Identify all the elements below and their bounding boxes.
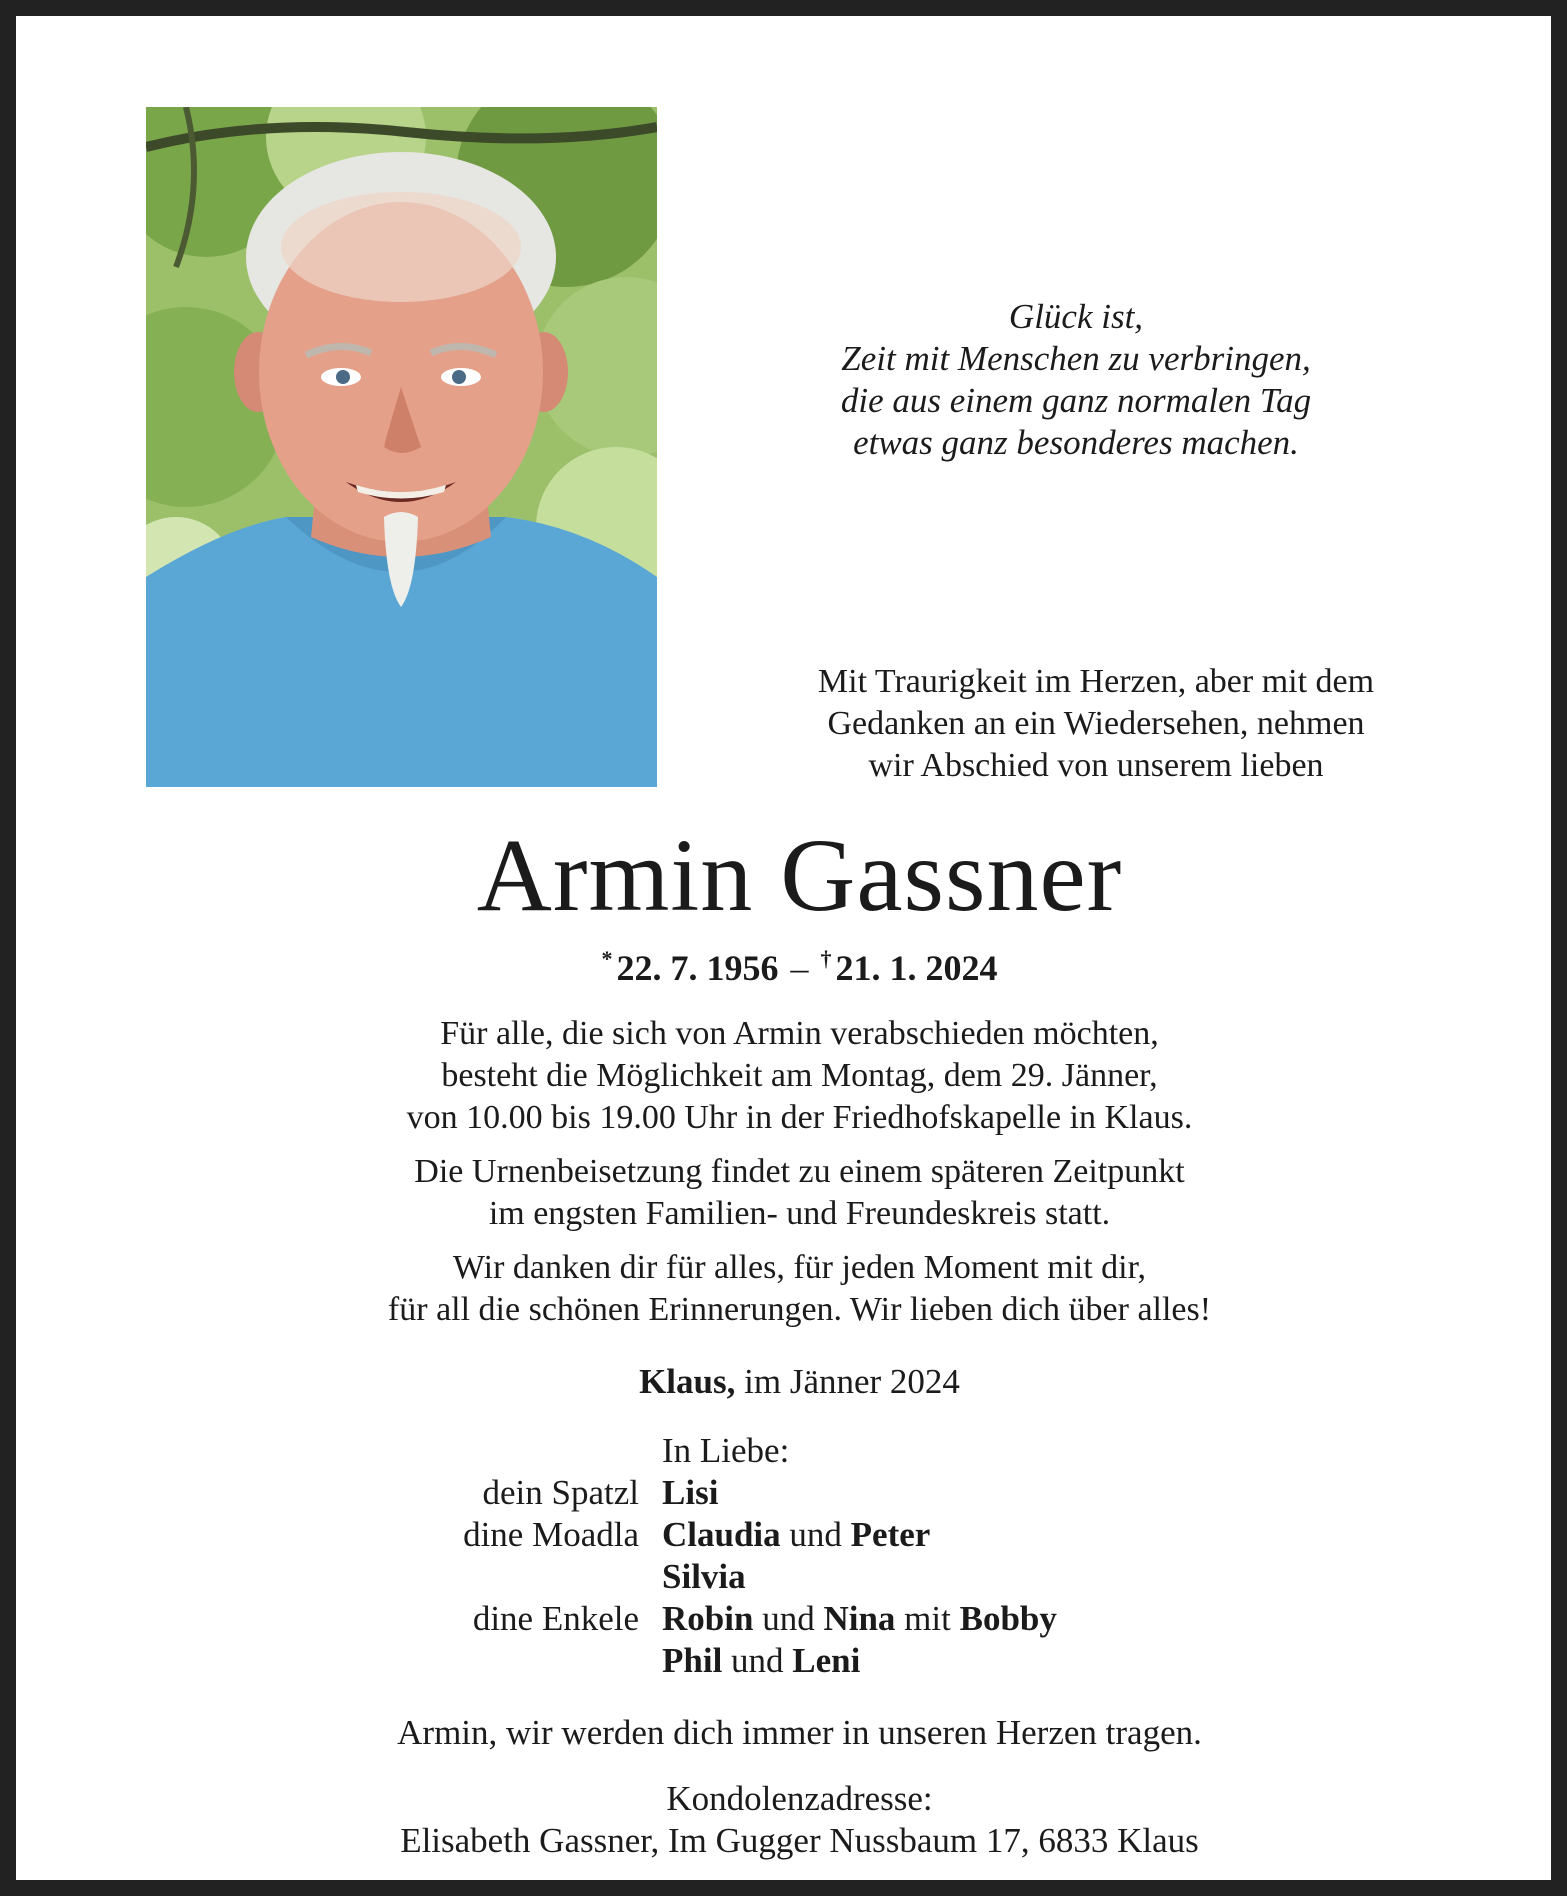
quote-line: die aus einem ganz normalen Tag	[840, 381, 1312, 420]
family-member: Claudia	[662, 1515, 781, 1554]
place-date-text: im Jänner 2024	[744, 1362, 960, 1401]
family-member: Bobby	[959, 1599, 1057, 1638]
family-members	[662, 1514, 930, 1556]
body-line: von 10.00 bis 19.00 Uhr in der Friedhofskapelle in Klaus.	[406, 1099, 1193, 1136]
family-connector: und	[789, 1515, 842, 1554]
family-row	[16, 1598, 1567, 1640]
condolence-label: Kondolenzadresse:	[666, 1779, 933, 1818]
closing-line: Armin, wir werden dich immer in unseren Herzen tragen.	[397, 1713, 1202, 1752]
family-member: Leni	[792, 1641, 861, 1680]
family-row	[16, 1556, 1567, 1598]
family-members	[662, 1472, 718, 1514]
body-line: Wir danken dir für alles, für jeden Moment mit dir,	[452, 1249, 1147, 1286]
intro-line: Mit Traurigkeit im Herzen, aber mit dem	[817, 663, 1375, 700]
family-connector: mit	[904, 1599, 951, 1638]
family-list	[16, 1430, 1567, 1682]
family-member: Robin	[662, 1599, 754, 1638]
family-relation: dine Enkele	[472, 1599, 639, 1638]
body-line: im engsten Familien- und Freundeskreis statt.	[488, 1195, 1111, 1232]
family-row	[16, 1514, 1567, 1556]
thanks-paragraph	[16, 1247, 1567, 1331]
family-member: Peter	[850, 1515, 931, 1554]
body-line: für all die schönen Erinnerungen. Wir lieben dich über alles!	[387, 1291, 1212, 1328]
family-connector: und	[762, 1599, 815, 1638]
quote	[776, 296, 1376, 464]
body-line: Die Urnenbeisetzung findet zu einem späteren Zeitpunkt	[414, 1153, 1185, 1190]
family-heading-row	[16, 1430, 1567, 1472]
quote-line: etwas ganz besonderes machen.	[853, 423, 1299, 462]
body-line: besteht die Möglichkeit am Montag, dem 29. Jänner,	[441, 1057, 1158, 1094]
intro-line: Gedanken an ein Wiedersehen, nehmen	[827, 705, 1365, 742]
body-text	[16, 1013, 1567, 1343]
place-date	[16, 1359, 1567, 1405]
family-members	[662, 1556, 746, 1598]
farewell-paragraph	[16, 1013, 1567, 1139]
family-row	[16, 1472, 1567, 1514]
date-dash: –	[790, 948, 809, 988]
family-members	[662, 1598, 1057, 1640]
family-relation: dein Spatzl	[482, 1473, 639, 1512]
family-connector: und	[731, 1641, 784, 1680]
family-heading: In Liebe:	[662, 1431, 790, 1470]
intro-line: wir Abschied von unserem lieben	[868, 747, 1324, 784]
quote-line: Glück ist,	[1008, 297, 1144, 336]
birth-symbol: *	[601, 946, 613, 971]
family-row	[16, 1640, 1567, 1682]
burial-paragraph	[16, 1151, 1567, 1235]
deceased-name: Armin Gassner	[476, 818, 1123, 933]
place-town: Klaus,	[639, 1362, 736, 1401]
death-symbol: †	[820, 946, 832, 971]
portrait-photo	[146, 107, 657, 787]
family-relation: dine Moadla	[463, 1515, 639, 1554]
body-line: Für alle, die sich von Armin verabschieden möchten,	[440, 1015, 1159, 1052]
quote-line: Zeit mit Menschen zu verbringen,	[841, 339, 1311, 378]
condolence-address-text: Elisabeth Gassner, Im Gugger Nussbaum 17, 6833 Klaus	[400, 1821, 1199, 1860]
family-member: Nina	[823, 1599, 896, 1638]
condolence-address	[16, 1778, 1567, 1862]
death-date: 21. 1. 2024	[835, 948, 998, 988]
life-dates	[16, 934, 1567, 993]
family-member: Phil	[662, 1641, 723, 1680]
family-members	[662, 1640, 860, 1682]
birth-date: 22. 7. 1956	[616, 948, 779, 988]
intro-text	[716, 661, 1476, 787]
family-member: Silvia	[662, 1557, 746, 1596]
family-member: Lisi	[662, 1473, 719, 1512]
